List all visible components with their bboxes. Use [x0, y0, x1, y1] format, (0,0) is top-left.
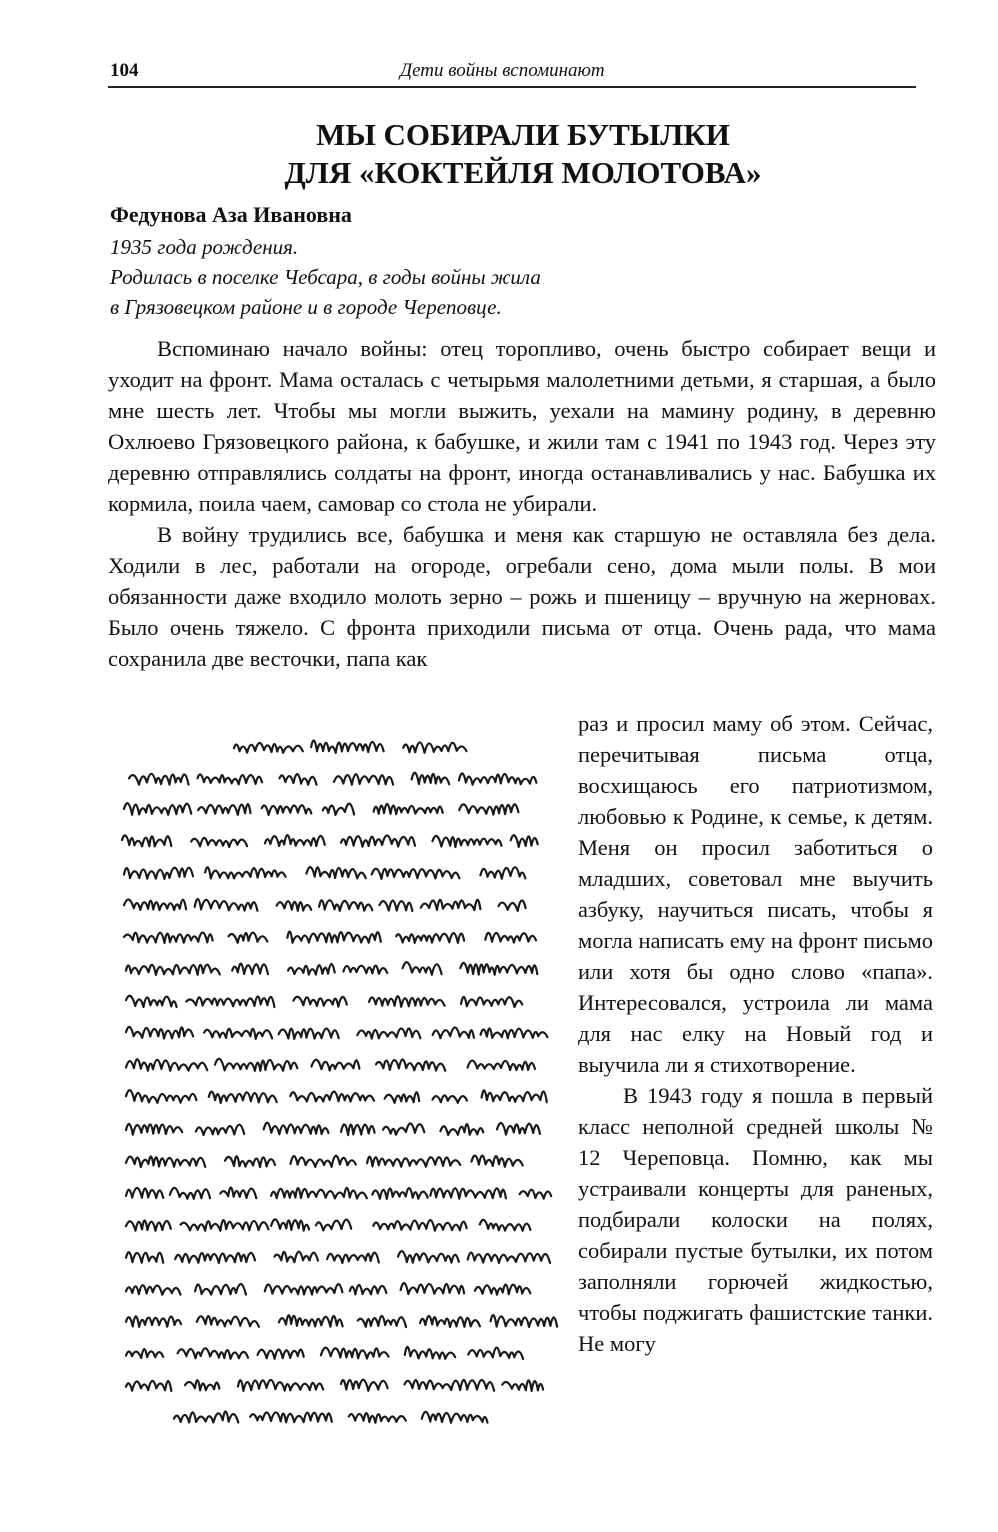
handwriting-stroke — [396, 933, 464, 943]
handwriting-stroke — [126, 996, 177, 1007]
handwriting-stroke — [129, 774, 189, 785]
handwriting-stroke — [468, 1061, 536, 1071]
handwriting-stroke — [174, 1411, 238, 1422]
handwriting-stroke — [433, 1095, 468, 1103]
handwriting-stroke — [341, 1380, 388, 1391]
running-title: Дети войны вспоминают — [400, 60, 605, 81]
handwritten-letter-image — [114, 718, 564, 1430]
handwriting-stroke — [204, 1029, 272, 1039]
handwriting-stroke — [334, 774, 393, 785]
handwriting-stroke — [215, 1059, 297, 1071]
handwriting-stroke — [440, 1124, 483, 1135]
handwriting-stroke — [126, 1381, 171, 1391]
handwriting-stroke — [367, 1157, 460, 1167]
handwriting-stroke — [312, 1060, 360, 1071]
handwriting-stroke — [461, 997, 522, 1007]
handwriting-stroke — [197, 1316, 259, 1327]
handwriting-stroke — [262, 805, 312, 815]
paragraph-2: В войну трудились все, бабушка и меня как старшую не оставляла без дела. Ходили в лес, работали на огороде, огребали сено, дома мыли полы. В мои обязанности даже входило молоть зерно – рожь и пшеницу – вручную на жерновах. Было очень тяжело. С фронта приходили письма от отца. Очень рада, что мама сохранила две весточки, папа как — [108, 522, 936, 671]
handwriting-stroke — [485, 933, 536, 943]
author-bio — [110, 232, 810, 322]
handwriting-stroke — [323, 804, 354, 815]
handwriting-stroke — [327, 1253, 379, 1263]
handwriting-stroke — [321, 1348, 389, 1359]
handwriting-stroke — [468, 1348, 523, 1359]
author-name: Федунова Аза Ивановна — [110, 202, 352, 227]
handwriting-stroke — [475, 1285, 530, 1295]
handwriting-stroke — [234, 743, 303, 753]
handwriting-stroke — [195, 1284, 246, 1295]
letter-scribble-svg — [114, 718, 564, 1430]
handwriting-stroke — [271, 1219, 309, 1230]
handwriting-stroke — [497, 1123, 540, 1135]
handwriting-stroke — [175, 1253, 255, 1263]
handwriting-stroke — [405, 1347, 455, 1359]
handwriting-stroke — [124, 803, 191, 815]
handwriting-stroke — [209, 1092, 277, 1103]
handwriting-stroke — [198, 774, 263, 784]
handwriting-stroke — [124, 932, 213, 942]
handwriting-stroke — [468, 1253, 550, 1263]
handwriting-stroke — [480, 1220, 531, 1231]
handwriting-stroke — [258, 1350, 304, 1359]
handwriting-stroke — [316, 1220, 351, 1231]
handwriting-stroke — [181, 1220, 269, 1231]
handwriting-stroke — [274, 1252, 318, 1262]
handwriting-stroke — [250, 1412, 332, 1422]
handwriting-stroke — [277, 901, 312, 911]
handwriting-stroke — [385, 1092, 420, 1103]
handwriting-stroke — [373, 1220, 466, 1231]
handwriting-stroke — [319, 900, 372, 911]
handwriting-stroke — [520, 1190, 552, 1199]
handwriting-stroke — [186, 997, 274, 1007]
handwriting-stroke — [383, 1123, 424, 1134]
handwriting-stroke — [420, 1316, 480, 1327]
handwriting-stroke — [225, 1156, 275, 1167]
side-paragraph-1: раз и просил маму об этом. Сейчас, перечитывая письма отца, восхищаюсь его патриотизмом, любовью к Родине, к семье, к детям. Меня он просил заботиться о младших, советовал мне выучить азбуку, научиться писать, чтобы я могла написать ему на фронт письмо или хотя бы одно слово «папа». Интересовался, устроила ли мама для нас елку на Новый год и выучила ли я стихотворение. — [578, 711, 933, 1077]
handwriting-stroke — [264, 1123, 329, 1135]
handwriting-stroke — [126, 1157, 205, 1167]
title-line-1: МЫ СОБИРАЛИ БУТЫЛКИ — [316, 117, 730, 152]
handwriting-stroke — [265, 835, 325, 846]
handwriting-stroke — [126, 965, 220, 975]
handwriting-stroke — [341, 835, 415, 846]
header-divider — [108, 86, 916, 88]
handwriting-stroke — [358, 1316, 406, 1327]
handwriting-stroke — [124, 868, 193, 879]
handwriting-stroke — [460, 963, 537, 975]
handwriting-stroke — [306, 867, 365, 878]
handwriting-stroke — [372, 869, 460, 879]
handwriting-stroke — [380, 901, 413, 911]
handwriting-stroke — [265, 1284, 343, 1294]
handwriting-stroke — [279, 1315, 343, 1326]
handwriting-stroke — [459, 774, 537, 785]
handwriting-stroke — [238, 1380, 323, 1391]
bio-line-3: в Грязовецком районе и в городе Череповце. — [110, 295, 502, 319]
bio-line-2: Родилась в поселке Чебсара, в годы войны жила — [110, 265, 541, 289]
handwriting-stroke — [369, 996, 445, 1007]
handwriting-stroke — [403, 962, 442, 975]
handwriting-stroke — [126, 1220, 171, 1230]
handwriting-stroke — [195, 899, 258, 911]
handwriting-stroke — [126, 1027, 193, 1039]
handwriting-stroke — [398, 1251, 459, 1262]
handwriting-stroke — [421, 900, 481, 910]
handwriting-stroke — [124, 899, 186, 910]
title-line-2: ДЛЯ «КОКТЕЙЛЯ МОЛОТОВА» — [284, 155, 762, 190]
handwriting-stroke — [343, 966, 387, 974]
handwriting-stroke — [350, 1285, 387, 1294]
handwriting-stroke — [290, 1092, 374, 1102]
handwriting-stroke — [511, 835, 538, 847]
handwriting-stroke — [422, 1412, 488, 1423]
article-body — [108, 333, 936, 674]
handwriting-stroke — [374, 804, 443, 814]
handwriting-stroke — [349, 1413, 406, 1423]
handwriting-stroke — [122, 835, 171, 846]
handwriting-stroke — [185, 1380, 219, 1390]
handwriting-stroke — [191, 838, 247, 847]
handwriting-stroke — [279, 1029, 339, 1039]
handwriting-stroke — [205, 867, 285, 878]
bio-line-1: 1935 года рождения. — [110, 235, 299, 259]
handwriting-stroke — [403, 742, 466, 752]
handwriting-stroke — [287, 932, 380, 943]
paragraph-1: Вспоминаю начало войны: отец торопливо, очень быстро собирает вещи и уходит на фронт. Мама осталась с четырьмя малолетними детьми, я старшая, а было мне шесть лет. Чтобы мы могли выжить, уехали на мамину родину, в деревню Охлюево Грязовецкого района, к бабушке, и жили там с 1941 по 1943 год. Через эту деревню отправлялись солдаты на фронт, иногда останавливались у нас. Бабушка их кормила, поила чаем, самовар со стола не убирали. — [108, 336, 936, 516]
handwriting-stroke — [412, 773, 450, 784]
handwriting-stroke — [482, 1090, 547, 1102]
handwriting-stroke — [126, 1285, 181, 1295]
handwriting-stroke — [341, 1125, 375, 1135]
handwriting-stroke — [170, 1188, 210, 1199]
handwriting-stroke — [432, 836, 501, 847]
handwriting-stroke — [126, 1090, 196, 1103]
handwriting-stroke — [229, 933, 268, 943]
handwriting-stroke — [376, 1059, 445, 1070]
handwriting-stroke — [291, 1156, 356, 1167]
handwriting-stroke — [311, 741, 384, 753]
handwriting-stroke — [126, 1059, 207, 1071]
handwriting-stroke — [288, 964, 335, 975]
handwriting-stroke — [126, 1316, 181, 1326]
handwriting-stroke — [126, 1349, 163, 1358]
handwriting-stroke — [433, 1028, 474, 1039]
handwriting-stroke — [280, 774, 317, 785]
handwriting-stroke — [472, 1156, 523, 1167]
handwriting-stroke — [499, 900, 526, 910]
handwriting-stroke — [126, 1188, 163, 1198]
page-number: 104 — [110, 60, 139, 81]
handwriting-stroke — [271, 1188, 367, 1199]
handwriting-stroke — [126, 1252, 163, 1263]
article-title — [108, 116, 938, 192]
handwriting-stroke — [198, 804, 250, 815]
side-column-text — [578, 708, 933, 1359]
side-paragraph-2: В 1943 году я пошла в первый класс неполной средней школы № 12 Череповца. Помню, как мы устраивали концерты для раненых, подбирали колоски на полях, собирали пустые бутылки, их потом заполняли горючей жидкостью, чтобы поджигать фашистские танки. Не могу — [578, 1083, 933, 1356]
handwriting-stroke — [481, 1028, 548, 1038]
handwriting-stroke — [178, 1348, 248, 1359]
handwriting-stroke — [502, 1380, 543, 1391]
handwriting-stroke — [220, 1187, 256, 1198]
handwriting-stroke — [293, 997, 346, 1007]
handwriting-stroke — [405, 1380, 495, 1391]
handwriting-stroke — [401, 1283, 465, 1294]
handwriting-stroke — [430, 1188, 506, 1198]
handwriting-stroke — [126, 1124, 182, 1135]
handwriting-stroke — [196, 1125, 244, 1135]
handwriting-stroke — [459, 804, 518, 814]
handwriting-stroke — [357, 1028, 420, 1038]
handwriting-stroke — [232, 964, 268, 975]
handwriting-stroke — [491, 1315, 557, 1327]
handwriting-stroke — [372, 1188, 427, 1199]
handwriting-stroke — [480, 867, 525, 879]
